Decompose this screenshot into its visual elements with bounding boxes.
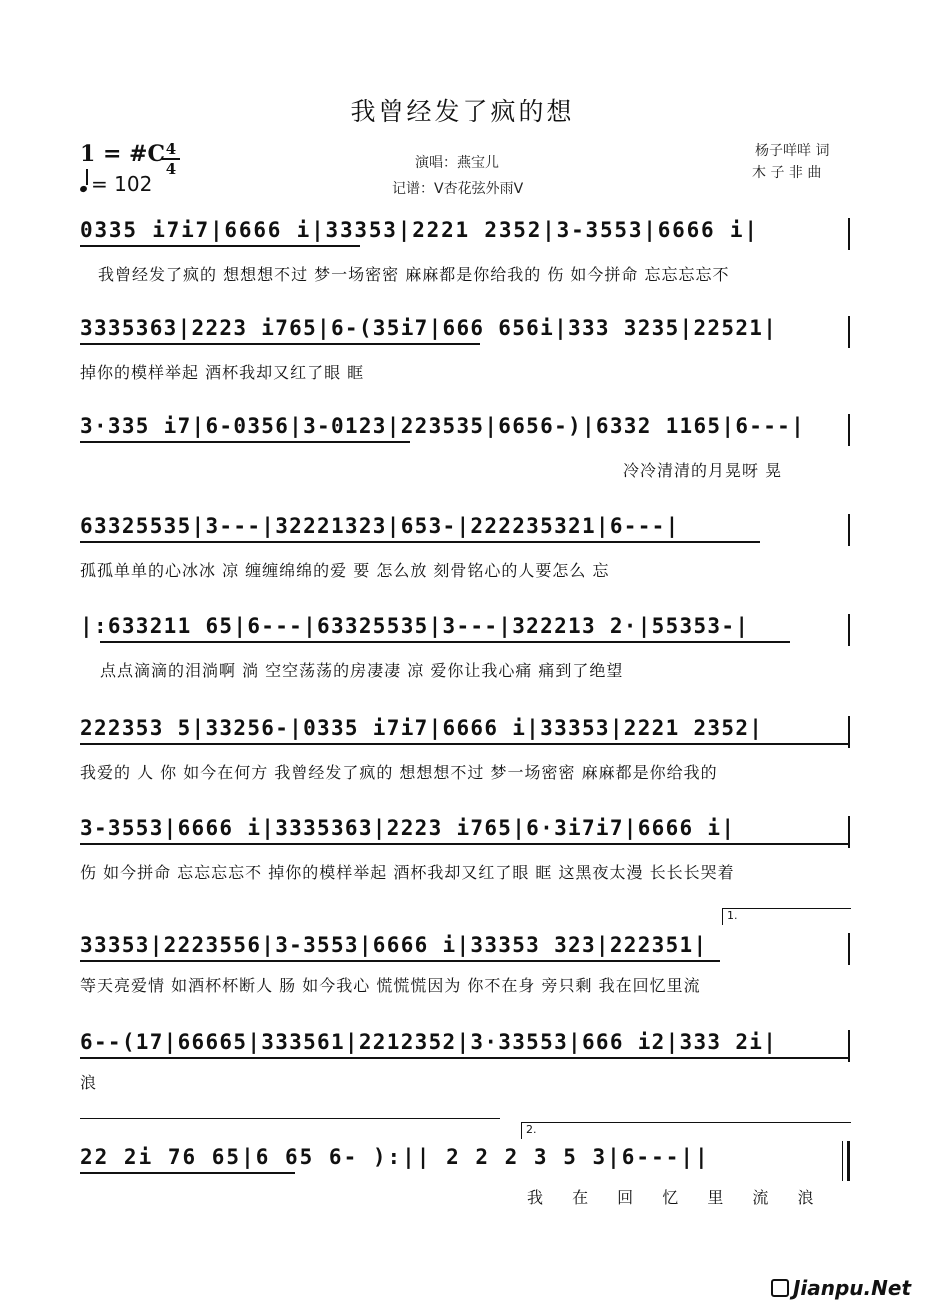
- notation-line-8: 33353|2223556|3-3553|6666 i|33353 323|222351|: [80, 933, 708, 957]
- key-signature: 1 = #C: [80, 141, 166, 167]
- time-signature: [162, 141, 180, 177]
- lyric-line-8: 等天亮爱情 如酒杯杯断人 肠 如今我心 慌慌慌因为 你不在身 旁只剩 我在回忆里流: [80, 976, 701, 995]
- notation-line-7: 3-3553|6666 i|3335363|2223 i765|6·3i7i7|6666 i|: [80, 816, 736, 840]
- second-ending-bracket: [521, 1122, 851, 1139]
- song-title: 我曾经发了疯的想: [350, 97, 575, 126]
- lyric-line-10: 我 在 回 忆 里 流 浪: [527, 1188, 826, 1207]
- site-logo-icon: [771, 1279, 789, 1297]
- first-ending-label: 1.: [727, 909, 738, 922]
- lyric-line-1: 我曾经发了疯的 想想想不过 梦一场密密 麻麻都是你给我的 伤 如今拼命 忘忘忘忘不: [98, 265, 730, 284]
- second-ending-label: 2.: [526, 1123, 537, 1136]
- lyric-line-2: 掉你的模样举起 酒杯我却又红了眼 眶: [80, 363, 365, 382]
- composer-credit: 木 子 非 曲: [752, 165, 822, 181]
- notation-line-4: 63325535|3---|32221323|653-|222235321|6---|: [80, 514, 680, 538]
- notation-line-2: 3335363|2223 i765|6-(35i7|666 656i|333 3235|22521|: [80, 316, 778, 340]
- singer-credit: 演唱：燕宝儿: [415, 155, 499, 171]
- time-signature-top: 4: [165, 140, 177, 158]
- lyric-line-4: 孤孤单单的心冰冰 凉 缠缠绵绵的爱 要 怎么放 刻骨铭心的人要怎么 忘: [80, 561, 610, 580]
- lyricist-credit: 杨子咩咩 词: [755, 143, 830, 159]
- notation-line-6: 222353 5|33256-|0335 i7i7|6666 i|33353|2221 2352|: [80, 716, 764, 740]
- transcriber-credit: 记谱：V杏花弦外雨V: [392, 181, 524, 197]
- notation-line-3: 3·335 i7|6-0356|3-0123|223535|6656-)|6332 1165|6---|: [80, 414, 806, 438]
- tempo-marking: [80, 172, 152, 196]
- lyric-line-6: 我爱的 人 你 如今在何方 我曾经发了疯的 想想想不过 梦一场密密 麻麻都是你给我的: [80, 763, 718, 782]
- site-watermark: Jianpu.Net: [771, 1276, 911, 1300]
- notation-line-10: 22 2i 76 65|6 65 6- ):|| 2 2 2 3 5 3|6---||: [80, 1145, 710, 1169]
- time-signature-bottom: 4: [165, 160, 177, 178]
- notation-line-9: 6--(17|66665|333561|2212352|3·33553|666 i2|333 2i|: [80, 1030, 778, 1054]
- lyric-line-5: 点点滴滴的泪淌啊 淌 空空荡荡的房凄凄 凉 爱你让我心痛 痛到了绝望: [100, 661, 624, 680]
- quarter-note-icon: [79, 185, 88, 193]
- lyric-line-7: 伤 如今拼命 忘忘忘忘不 掉你的模样举起 酒杯我却又红了眼 眶 这黑夜太漫 长长长哭着: [80, 863, 735, 882]
- first-ending-bracket: [722, 908, 851, 925]
- lyric-line-9: 浪: [80, 1073, 98, 1092]
- tempo-value: = 102: [91, 172, 153, 196]
- notation-line-1: 0335 i7i7|6666 i|33353|2221 2352|3-3553|6666 i|: [80, 218, 759, 242]
- notation-line-5: |:633211 65|6---|63325535|3---|322213 2·|55353-|: [80, 614, 750, 638]
- lyric-line-3: 冷冷清清的月晃呀 晃: [623, 461, 783, 480]
- tie-line: [80, 1118, 500, 1119]
